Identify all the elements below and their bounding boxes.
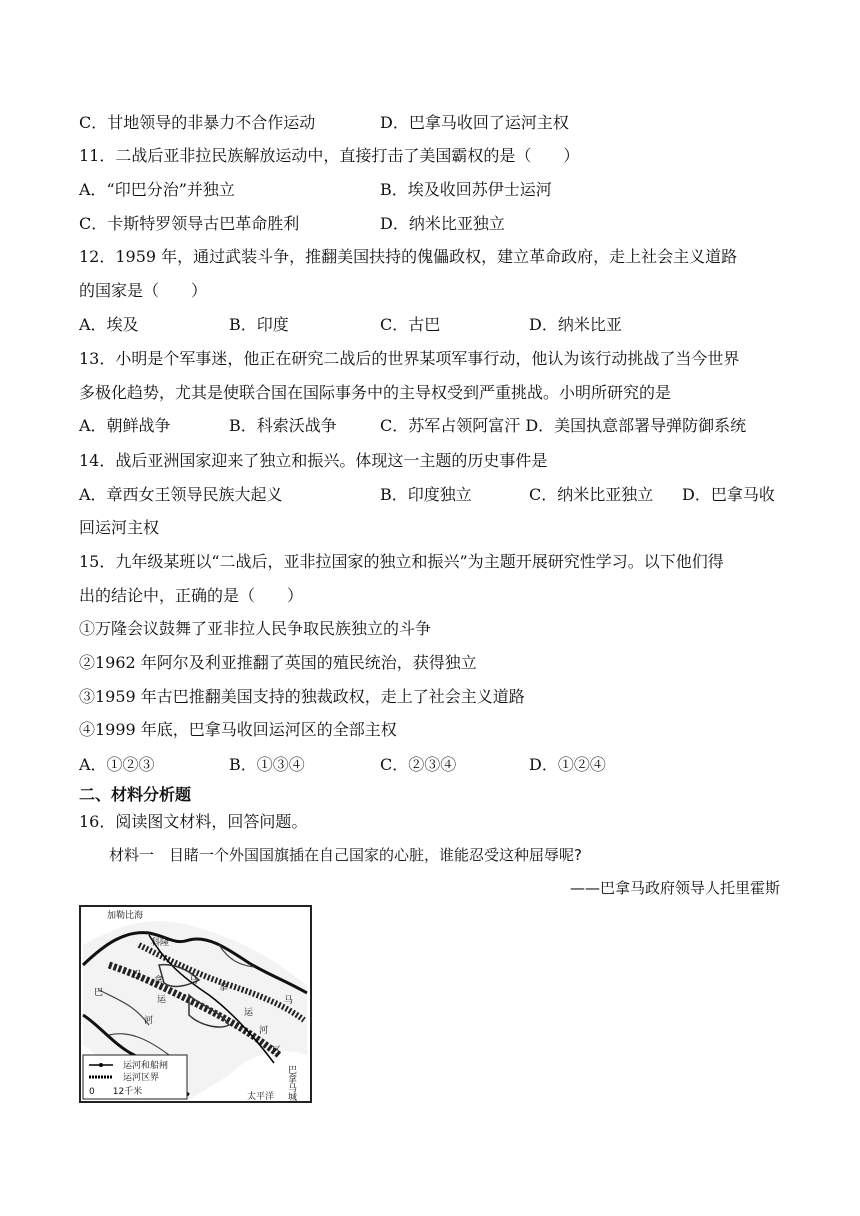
section-title: 二、材料分析题 xyxy=(79,785,192,804)
panama-canal-map xyxy=(79,905,312,1103)
q12-option-b: B．印度 xyxy=(229,315,289,334)
q13-option-c-d: C．苏军占领阿富汗 D．美国执意部署导弹防御系统 xyxy=(380,416,747,435)
q16-quote-source: ——巴拿马政府领导人托里霍斯 xyxy=(569,879,780,897)
q14-option-b: B．印度独立 xyxy=(380,485,472,504)
q11-option-b: B．埃及收回苏伊士运河 xyxy=(380,180,552,199)
q12-stem-line1: 12．1959 年，通过武装斗争，推翻美国扶持的傀儡政权，建立革命政府，走上社会主义道路 xyxy=(79,247,738,266)
q10-option-c: C．甘地领导的非暴力不合作运动 xyxy=(79,113,316,132)
q14-option-d-continued: 回运河主权 xyxy=(79,518,160,537)
q12-option-a: A．埃及 xyxy=(79,315,139,334)
label-pacific: 太平洋 xyxy=(247,1092,275,1102)
label-qu: 区 xyxy=(272,1046,282,1056)
label-colon: 科隆 xyxy=(151,938,170,948)
label-ma-2: 马 xyxy=(284,996,294,1006)
label-na-1: 拿 xyxy=(154,976,164,986)
q13-option-b: B．科索沃战争 xyxy=(229,416,337,435)
legend-canal-label: 运河和船闸 xyxy=(123,1061,169,1071)
q15-statement-2: ②1962 年阿尔及利亚推翻了英国的殖民统治，获得独立 xyxy=(79,653,477,672)
q14-option-c: C．纳米比亚独立 xyxy=(529,485,654,504)
q15-statement-1: ①万隆会议鼓舞了亚非拉人民争取民族独立的斗争 xyxy=(79,619,432,638)
label-na-2: 拿 xyxy=(219,983,229,993)
q15-statement-4: ④1999 年底，巴拿马收回运河区的全部主权 xyxy=(79,720,397,739)
label-ba-2: 巴 xyxy=(94,988,104,998)
q15-option-c: C．②③④ xyxy=(380,755,457,774)
q12-stem-line2: 的国家是（ ） xyxy=(79,281,208,300)
q15-option-a: A．①②③ xyxy=(79,755,155,774)
label-yun-2: 运 xyxy=(244,1008,254,1018)
label-caribbean: 加勒比海 xyxy=(107,911,144,921)
q15-option-b: B．①③④ xyxy=(229,755,305,774)
legend-zone-label: 运河区界 xyxy=(123,1073,160,1083)
q13-stem-line1: 13．小明是个军事迷，他正在研究二战后的世界某项军事行动，他认为该行动挑战了当今世界 xyxy=(79,349,740,368)
label-panama-city: 巴拿马城 xyxy=(286,1065,296,1101)
q11-option-a: A．“印巴分治”并独立 xyxy=(79,180,235,199)
q16-material-1: 材料一 目睹一个外国国旗插在自己国家的心脏，谁能忍受这种屈辱呢? xyxy=(109,846,582,864)
q12-option-d: D．纳米比亚 xyxy=(529,315,622,334)
q15-option-d: D．①②④ xyxy=(529,755,606,774)
legend-lock-dot xyxy=(99,1063,103,1067)
q11-stem: 11．二战后亚非拉民族解放运动中，直接打击了美国霸权的是（ ） xyxy=(79,146,580,165)
q15-statement-3: ③1959 年古巴推翻美国支持的独裁政权，走上了社会主义道路 xyxy=(79,687,525,706)
label-yun-1: 运 xyxy=(157,995,167,1005)
q11-option-c: C．卡斯特罗领导古巴革命胜利 xyxy=(79,214,300,233)
q13-option-a: A．朝鲜战争 xyxy=(79,416,171,435)
q14-option-a: A．章西女王领导民族大起义 xyxy=(79,485,283,504)
q13-stem-line2: 多极化趋势，尤其是使联合国在国际事务中的主导权受到严重挑战。小明所研究的是 xyxy=(79,383,672,402)
label-he-2: 河 xyxy=(259,1026,269,1036)
q15-stem-line2: 出的结论中，正确的是（ ） xyxy=(79,586,304,605)
label-ma-1: 马 xyxy=(189,976,199,986)
q14-stem: 14．战后亚洲国家迎来了独立和振兴。体现这一主题的历史事件是 xyxy=(79,451,548,470)
q10-option-d: D．巴拿马收回了运河主权 xyxy=(380,113,569,132)
q12-option-c: C．古巴 xyxy=(380,315,441,334)
q14-option-d: D．巴拿马收 xyxy=(682,485,775,504)
q11-option-d: D．纳米比亚独立 xyxy=(380,214,505,233)
q15-stem-line1: 15．九年级某班以“二战后，亚非拉国家的独立和振兴”为主题开展研究性学习。以下他们得 xyxy=(79,552,724,571)
label-he-1: 河 xyxy=(144,1016,154,1026)
map-scale: 0 12千米 xyxy=(89,1087,143,1097)
label-ba-1: 巴 xyxy=(132,970,142,980)
q16-stem: 16．阅读图文材料，回答问题。 xyxy=(79,812,308,831)
